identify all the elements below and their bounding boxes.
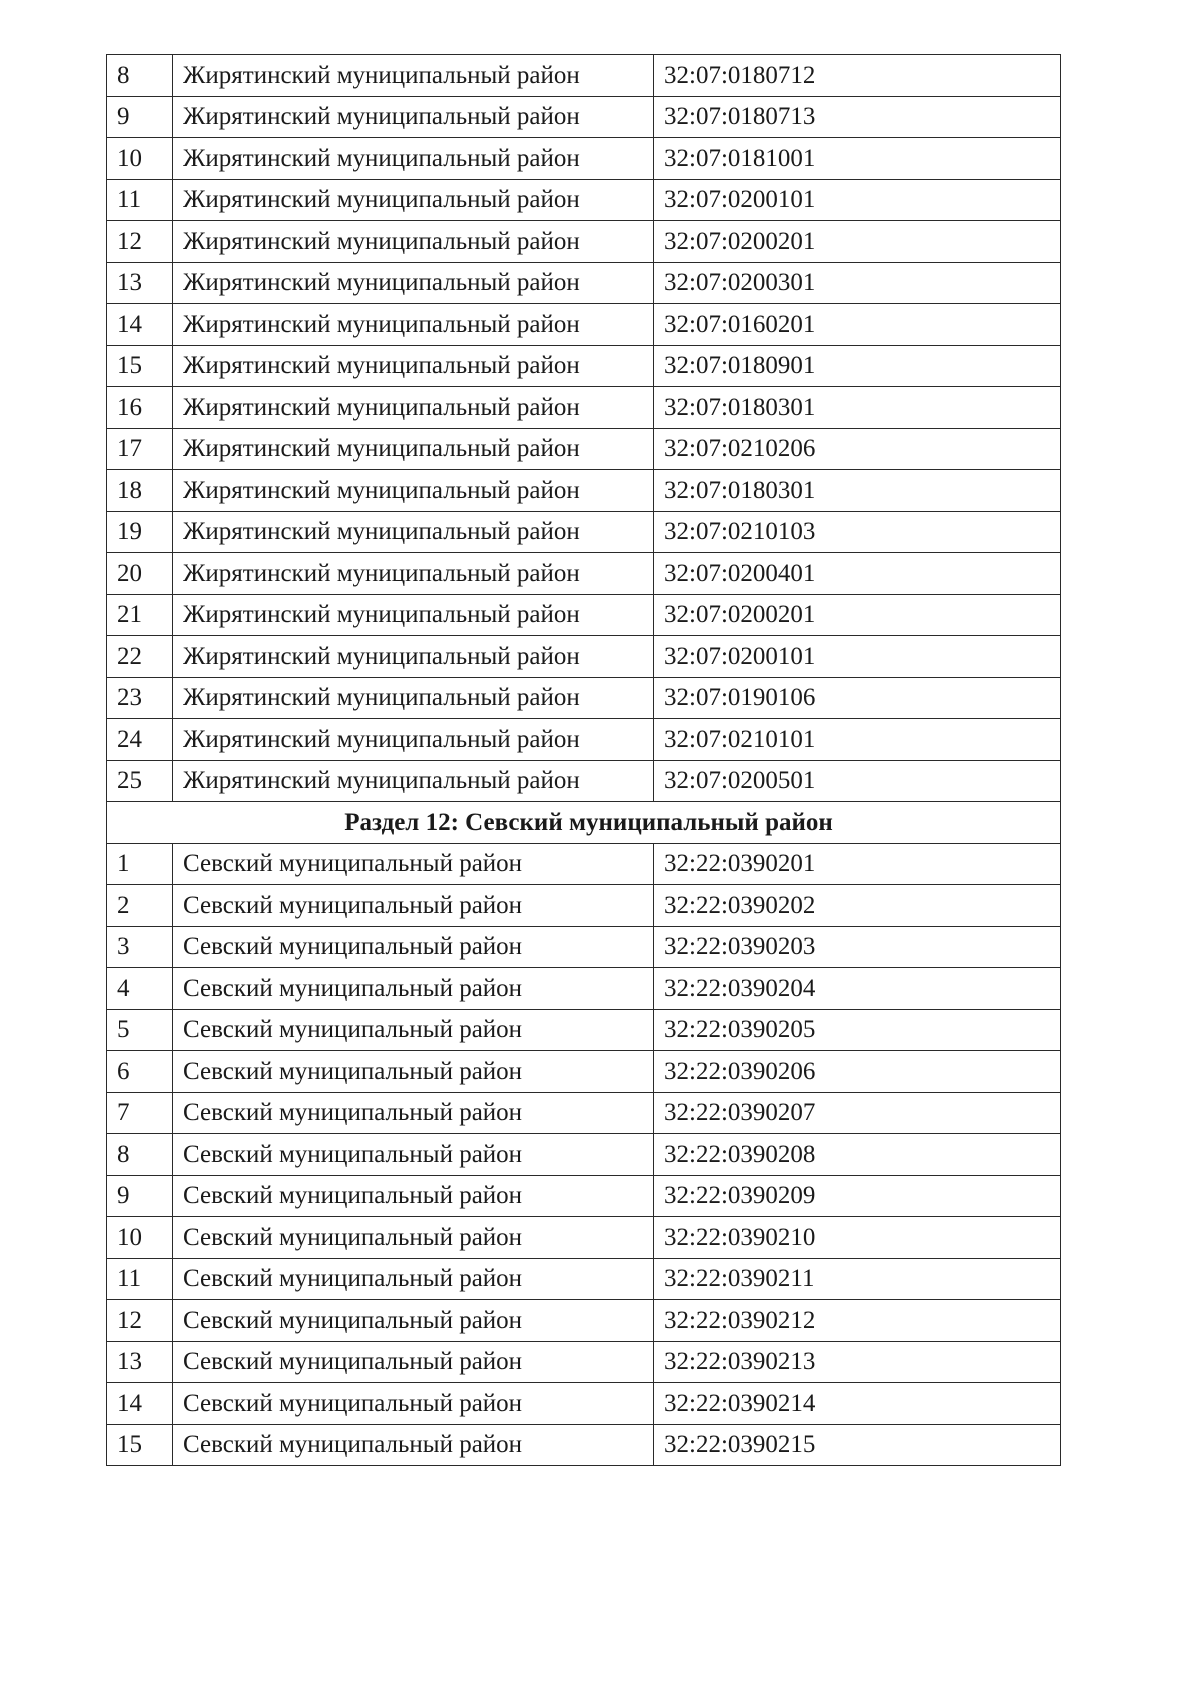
cadastral-number: 32:07:0200101 <box>654 636 1061 678</box>
cadastral-number: 32:22:0390214 <box>654 1383 1061 1425</box>
cadastral-table-body <box>107 55 1061 1466</box>
cadastral-number: 32:22:0390210 <box>654 1217 1061 1259</box>
row-number: 8 <box>107 55 173 97</box>
row-number: 17 <box>107 428 173 470</box>
district-name: Севский муниципальный район <box>173 1092 654 1134</box>
section-heading: Раздел 12: Севский муниципальный район <box>107 802 1061 844</box>
table-row <box>107 1175 1061 1217</box>
cadastral-number: 32:07:0210206 <box>654 428 1061 470</box>
table-row <box>107 553 1061 595</box>
cadastral-number: 32:07:0180712 <box>654 55 1061 97</box>
row-number: 8 <box>107 1134 173 1176</box>
district-name: Севский муниципальный район <box>173 926 654 968</box>
district-name: Севский муниципальный район <box>173 843 654 885</box>
district-name: Севский муниципальный район <box>173 1217 654 1259</box>
table-row <box>107 677 1061 719</box>
table-row <box>107 968 1061 1010</box>
table-row <box>107 511 1061 553</box>
row-number: 6 <box>107 1051 173 1093</box>
table-row <box>107 1424 1061 1466</box>
table-row <box>107 428 1061 470</box>
cadastral-number: 32:07:0210101 <box>654 719 1061 761</box>
district-name: Севский муниципальный район <box>173 1300 654 1342</box>
cadastral-number: 32:07:0210103 <box>654 511 1061 553</box>
table-row <box>107 1341 1061 1383</box>
table-row <box>107 1134 1061 1176</box>
cadastral-number: 32:22:0390209 <box>654 1175 1061 1217</box>
table-row <box>107 719 1061 761</box>
cadastral-number: 32:22:0390206 <box>654 1051 1061 1093</box>
table-row <box>107 1051 1061 1093</box>
row-number: 16 <box>107 387 173 429</box>
district-name: Севский муниципальный район <box>173 1258 654 1300</box>
row-number: 15 <box>107 1424 173 1466</box>
row-number: 25 <box>107 760 173 802</box>
district-name: Севский муниципальный район <box>173 1341 654 1383</box>
table-row <box>107 843 1061 885</box>
table-row <box>107 1383 1061 1425</box>
cadastral-number: 32:22:0390212 <box>654 1300 1061 1342</box>
row-number: 22 <box>107 636 173 678</box>
row-number: 19 <box>107 511 173 553</box>
cadastral-number: 32:07:0181001 <box>654 138 1061 180</box>
district-name: Жирятинский муниципальный район <box>173 594 654 636</box>
cadastral-table <box>106 54 1061 1466</box>
cadastral-number: 32:07:0200201 <box>654 594 1061 636</box>
cadastral-number: 32:07:0200501 <box>654 760 1061 802</box>
row-number: 4 <box>107 968 173 1010</box>
row-number: 23 <box>107 677 173 719</box>
row-number: 13 <box>107 1341 173 1383</box>
table-row <box>107 636 1061 678</box>
table-row <box>107 885 1061 927</box>
district-name: Севский муниципальный район <box>173 1383 654 1425</box>
row-number: 2 <box>107 885 173 927</box>
district-name: Жирятинский муниципальный район <box>173 428 654 470</box>
district-name: Жирятинский муниципальный район <box>173 138 654 180</box>
table-row <box>107 262 1061 304</box>
table-row <box>107 926 1061 968</box>
district-name: Жирятинский муниципальный район <box>173 55 654 97</box>
table-row <box>107 1092 1061 1134</box>
cadastral-number: 32:22:0390201 <box>654 843 1061 885</box>
cadastral-number: 32:07:0200301 <box>654 262 1061 304</box>
district-name: Жирятинский муниципальный район <box>173 636 654 678</box>
cadastral-number: 32:22:0390215 <box>654 1424 1061 1466</box>
row-number: 10 <box>107 138 173 180</box>
district-name: Жирятинский муниципальный район <box>173 387 654 429</box>
row-number: 12 <box>107 1300 173 1342</box>
cadastral-number: 32:07:0180713 <box>654 96 1061 138</box>
table-row <box>107 304 1061 346</box>
district-name: Севский муниципальный район <box>173 1134 654 1176</box>
table-row <box>107 1217 1061 1259</box>
district-name: Севский муниципальный район <box>173 1051 654 1093</box>
cadastral-number: 32:22:0390211 <box>654 1258 1061 1300</box>
table-row <box>107 1009 1061 1051</box>
cadastral-number: 32:07:0180301 <box>654 470 1061 512</box>
district-name: Жирятинский муниципальный район <box>173 304 654 346</box>
table-row <box>107 96 1061 138</box>
document-page <box>106 54 1060 1466</box>
section-heading-row <box>107 802 1061 844</box>
cadastral-number: 32:22:0390203 <box>654 926 1061 968</box>
row-number: 11 <box>107 1258 173 1300</box>
cadastral-number: 32:22:0390205 <box>654 1009 1061 1051</box>
row-number: 24 <box>107 719 173 761</box>
row-number: 14 <box>107 1383 173 1425</box>
district-name: Севский муниципальный район <box>173 1009 654 1051</box>
district-name: Жирятинский муниципальный район <box>173 345 654 387</box>
row-number: 3 <box>107 926 173 968</box>
row-number: 15 <box>107 345 173 387</box>
district-name: Жирятинский муниципальный район <box>173 760 654 802</box>
table-row <box>107 179 1061 221</box>
cadastral-number: 32:07:0200101 <box>654 179 1061 221</box>
district-name: Севский муниципальный район <box>173 1175 654 1217</box>
cadastral-number: 32:22:0390213 <box>654 1341 1061 1383</box>
cadastral-number: 32:07:0190106 <box>654 677 1061 719</box>
row-number: 21 <box>107 594 173 636</box>
table-row <box>107 55 1061 97</box>
row-number: 7 <box>107 1092 173 1134</box>
district-name: Жирятинский муниципальный район <box>173 221 654 263</box>
district-name: Севский муниципальный район <box>173 885 654 927</box>
table-row <box>107 387 1061 429</box>
district-name: Севский муниципальный район <box>173 968 654 1010</box>
row-number: 18 <box>107 470 173 512</box>
table-row <box>107 594 1061 636</box>
district-name: Жирятинский муниципальный район <box>173 511 654 553</box>
district-name: Жирятинский муниципальный район <box>173 262 654 304</box>
cadastral-number: 32:07:0200201 <box>654 221 1061 263</box>
row-number: 11 <box>107 179 173 221</box>
cadastral-number: 32:07:0180301 <box>654 387 1061 429</box>
table-row <box>107 470 1061 512</box>
row-number: 14 <box>107 304 173 346</box>
table-row <box>107 760 1061 802</box>
district-name: Жирятинский муниципальный район <box>173 553 654 595</box>
district-name: Жирятинский муниципальный район <box>173 470 654 512</box>
cadastral-number: 32:07:0180901 <box>654 345 1061 387</box>
table-row <box>107 345 1061 387</box>
cadastral-number: 32:22:0390204 <box>654 968 1061 1010</box>
cadastral-number: 32:07:0200401 <box>654 553 1061 595</box>
row-number: 20 <box>107 553 173 595</box>
cadastral-number: 32:22:0390202 <box>654 885 1061 927</box>
row-number: 13 <box>107 262 173 304</box>
table-row <box>107 1300 1061 1342</box>
cadastral-number: 32:22:0390208 <box>654 1134 1061 1176</box>
district-name: Севский муниципальный район <box>173 1424 654 1466</box>
table-row <box>107 138 1061 180</box>
row-number: 5 <box>107 1009 173 1051</box>
district-name: Жирятинский муниципальный район <box>173 719 654 761</box>
row-number: 10 <box>107 1217 173 1259</box>
row-number: 9 <box>107 1175 173 1217</box>
district-name: Жирятинский муниципальный район <box>173 179 654 221</box>
cadastral-number: 32:22:0390207 <box>654 1092 1061 1134</box>
row-number: 9 <box>107 96 173 138</box>
row-number: 1 <box>107 843 173 885</box>
table-row <box>107 221 1061 263</box>
cadastral-number: 32:07:0160201 <box>654 304 1061 346</box>
district-name: Жирятинский муниципальный район <box>173 96 654 138</box>
table-row <box>107 1258 1061 1300</box>
district-name: Жирятинский муниципальный район <box>173 677 654 719</box>
row-number: 12 <box>107 221 173 263</box>
